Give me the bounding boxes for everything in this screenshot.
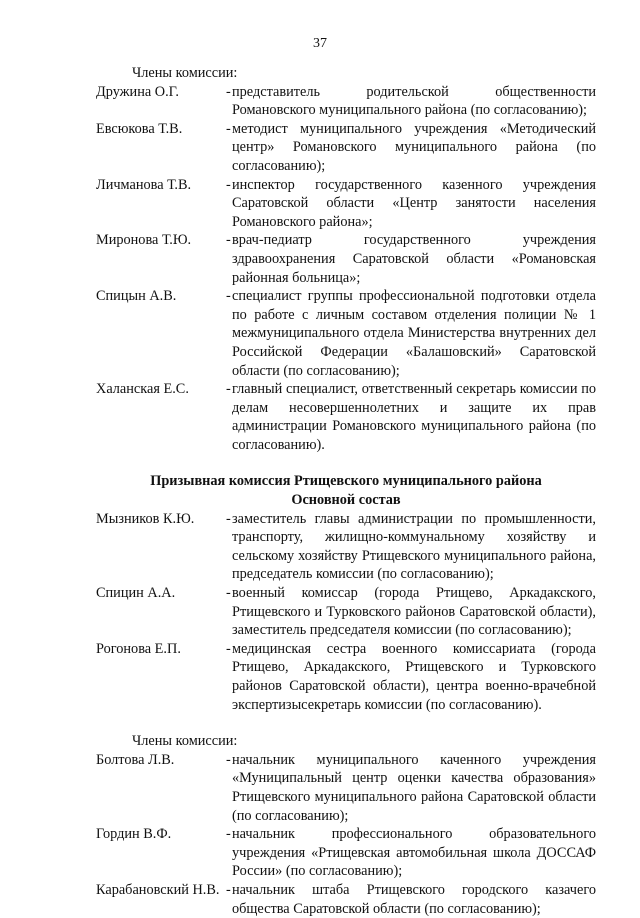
member-name: Личманова Т.В. xyxy=(96,176,192,193)
member-entry xyxy=(96,83,596,120)
member-entry xyxy=(96,584,596,640)
member-entry xyxy=(96,287,596,380)
member-entry xyxy=(96,380,596,454)
dash-separator: - xyxy=(226,381,231,398)
member-entry xyxy=(96,825,596,881)
member-name: Евсюкова Т.В. xyxy=(96,120,183,137)
member-name: Спицын А.В. xyxy=(96,288,177,305)
dash-separator: - xyxy=(226,640,231,657)
dash-separator: - xyxy=(226,881,231,898)
dash-separator: - xyxy=(226,83,231,100)
main-composition-list xyxy=(96,510,596,715)
member-entry xyxy=(96,231,596,287)
dash-separator: - xyxy=(226,585,231,602)
section-title: Призывная комиссия Ртищевского муниципального района xyxy=(150,473,542,490)
member-name: Гордин В.Ф. xyxy=(96,826,172,843)
member-position: военный комиссар (города Ртищево, Аркадакского, Ртищевского и Турковского районов Саратовской области), заместитель председателя комиссии (по согласованию); xyxy=(232,585,596,639)
document-body xyxy=(96,64,596,918)
member-position: главный специалист, ответственный секретарь комиссии по делам несовершеннолетних и защите их прав администрации Романовского муниципального района (по согласованию). xyxy=(232,381,596,453)
member-position: медицинская сестра военного комиссариата (города Ртищево, Аркадакского, Ртищевского и Турковского районов Саратовской области), центра военно-врачебной экспертизысекретарь комиссии (по согласованию). xyxy=(232,640,596,713)
member-position: начальник профессионального образовательного учреждения «Ртищевская автомобильная школа ДОССАФ России» (по согласованию); xyxy=(232,826,596,880)
dash-separator: - xyxy=(226,288,231,305)
member-name: Миронова Т.Ю. xyxy=(96,232,192,249)
member-position: заместитель главы администрации по промышленности, транспорту, жилищно-коммунальному хозяйству и сельскому хозяйству Ртищевского муниципального района, председатель комиссии (по согласованию); xyxy=(232,510,596,583)
members-heading: Члены комиссии: xyxy=(132,65,238,81)
member-entry xyxy=(96,751,596,825)
section-subtitle: Основной состав xyxy=(291,492,401,509)
member-entry xyxy=(96,510,596,584)
member-position: инспектор государственного казенного учреждения Саратовской области «Центр занятости населения Романовского района»; xyxy=(232,176,596,230)
dash-separator: - xyxy=(226,120,231,137)
member-entry xyxy=(96,120,596,176)
dash-separator: - xyxy=(226,232,231,249)
dash-separator: - xyxy=(226,176,231,193)
member-entry xyxy=(96,640,596,714)
commission-members-list xyxy=(96,83,596,455)
dash-separator: - xyxy=(226,751,231,768)
member-name: Рогонова Е.П. xyxy=(96,640,181,657)
commission-members-list xyxy=(96,751,596,918)
member-position: методист муниципального учреждения «Методический центр» Романовского муниципального района (по согласованию); xyxy=(232,120,596,174)
member-position: начальник муниципального каченного учреждения «Муниципальный центр оценки качества образования» Ртищевского муниципального района Саратовской области (по согласованию); xyxy=(232,751,596,824)
member-entry xyxy=(96,881,596,918)
members-heading: Члены комиссии: xyxy=(132,733,238,750)
member-name: Халанская Е.С. xyxy=(96,381,189,398)
dash-separator: - xyxy=(226,510,231,527)
member-position: врач-педиатр государственного учреждения здравоохранения Саратовской области «Романовская районная больница»; xyxy=(232,232,596,286)
member-name: Дружина О.Г. xyxy=(96,83,179,100)
member-name: Мызников К.Ю. xyxy=(96,510,195,527)
member-name: Спицин А.А. xyxy=(96,585,176,602)
dash-separator: - xyxy=(226,826,231,843)
member-position: представитель родительской общественности Романовского муниципального района (по согласованию); xyxy=(232,83,596,119)
page-number: 37 xyxy=(313,36,327,51)
member-entry xyxy=(96,176,596,232)
member-position: специалист группы профессиональной подготовки отдела по работе с личным составом отделения полиции № 1 межмуниципального отдела Министерства внутренних дел Российской Федерации «Балашовский» Саратовской области (по согласованию); xyxy=(232,288,596,379)
member-position: начальник штаба Ртищевского городского казачего общества Саратовской области (по согласованию); xyxy=(232,881,596,917)
member-name: Карабановский Н.В. xyxy=(96,881,220,898)
member-name: Болтова Л.В. xyxy=(96,751,175,768)
